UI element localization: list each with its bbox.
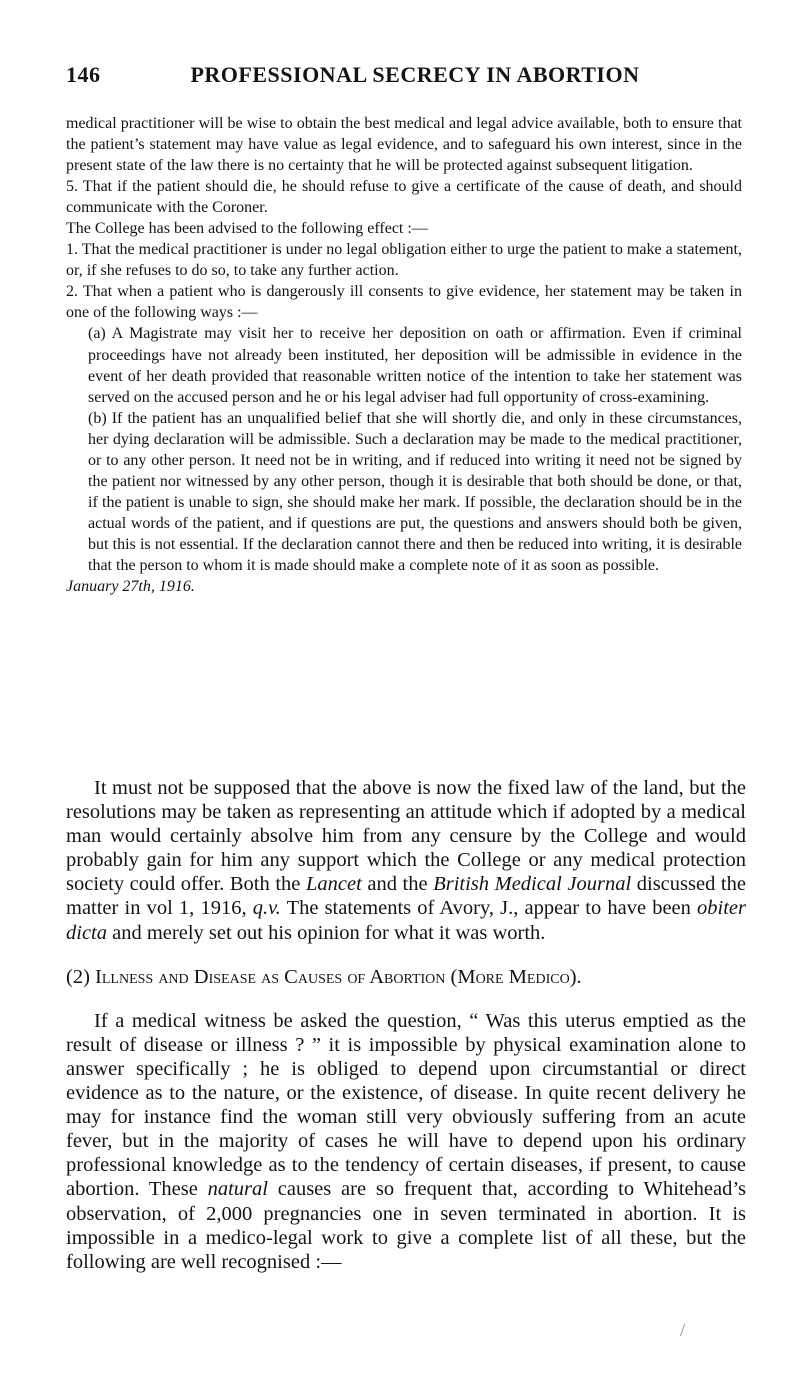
running-title: PROFESSIONAL SECRECY IN ABORTION [190,62,640,87]
pencil-mark: / [680,1320,686,1340]
paragraph: 1. That the medical practitioner is under no legal obligation either to urge the patient to make a statement, or, if she refuses to do so, to take any further action. [66,241,742,280]
text-run: discussed the matter in vol 1, 1916, [66,873,746,920]
text-run: natural [207,1178,268,1201]
journal-title: Lancet [305,873,362,896]
paragraph [66,776,746,945]
journal-title: British Medical Journal [433,873,632,896]
text-run: q.v. [252,897,281,920]
paragraph: (a) A Magistrate may visit her to receive her deposition on oath or affirmation. Even if criminal proceedings have not already been instituted, her deposition will be admissible in evidence in the event of her death provided that reasonable written notice of the intention to take her statement was served on the accused person and he or his legal adviser had full opportunity of cross-examining. [88,325,742,406]
text-run: causes are so frequent that, according to Whitehead’s observation, of 2,000 pregnancies one in seven terminated in abortion. It is impossible in a medico-legal work to give a complete list of all these, but the following are well recognised :— [66,1178,746,1273]
text-run: and the [361,873,434,896]
paragraph: The College has been advised to the following effect :— [66,220,428,238]
paragraph: medical practitioner will be wise to obtain the best medical and legal advice available, both to ensure that the patient’s statement may have value as legal evidence, and to safeguard his own interest, since in the present state of the law there is no certainty that he will be protected against subsequent litigation. [66,115,742,175]
paragraph [66,1009,746,1274]
text-run: It must not be supposed that the above is now the fixed law of the land, but the resolutions may be taken as representing an attitude which if adopted by a medical man would certainly absolve him from any censure by the College and would probably gain for him any support which the College or any medical protection society could offer. Both the [66,777,746,896]
paragraph: (b) If the patient has an unqualified belief that she will shortly die, and only in these circumstances, her dying declaration will be admissible. Such a declaration may be made to the medical practitioner, or to any other person. It need not be in writing, and if reduced into writing it need not be signed by the patient nor witnessed by any other person, though it is desirable that both should be done, or that, if the patient is unable to sign, she should make her mark. If possible, the declaration should be in the actual words of the patient, and if questions are put, the questions and answers should both be given, but this is not essential. If the declaration cannot there and then be reduced into writing, it is desirable that the person to whom it is made should make a complete note of it as soon as possible. [88,409,742,574]
page-header [66,62,734,92]
section-heading: (2) Illness and Disease as Causes of Abortion (More Medico). [66,965,582,988]
quoted-resolution-block [66,113,742,597]
date-line [66,576,742,597]
page-number: 146 [66,62,101,87]
text-run: The statements of Avory, J., appear to have been [280,897,698,920]
text-run: If a medical witness be asked the question, “ Was this uterus emptied as the result of disease or illness ? ” it is impossible by physical examination alone to answer specifically ; he is obliged to depend upon circumstantial or direct evidence as to the nature, or the existence, of disease. In quite recent delivery he may for instance find the woman still very obviously suffering from an acute fever, but in the majority of cases he will have to depend upon his ordinary professional knowledge as to the tendency of certain diseases, if present, to cause abortion. These [66,1009,746,1201]
date: January 27th, 1916. [66,578,195,596]
text-run: obiter dicta [66,897,746,944]
text-run: and merely set out his opinion for what it was worth. [107,921,546,944]
paragraph: 2. That when a patient who is dangerously ill consents to give evidence, her statement may be taken in one of the following ways :— [66,283,742,322]
body-text [66,776,746,1274]
paragraph: 5. That if the patient should die, he should refuse to give a certificate of the cause of death, and should communicate with the Coroner. [66,178,742,217]
